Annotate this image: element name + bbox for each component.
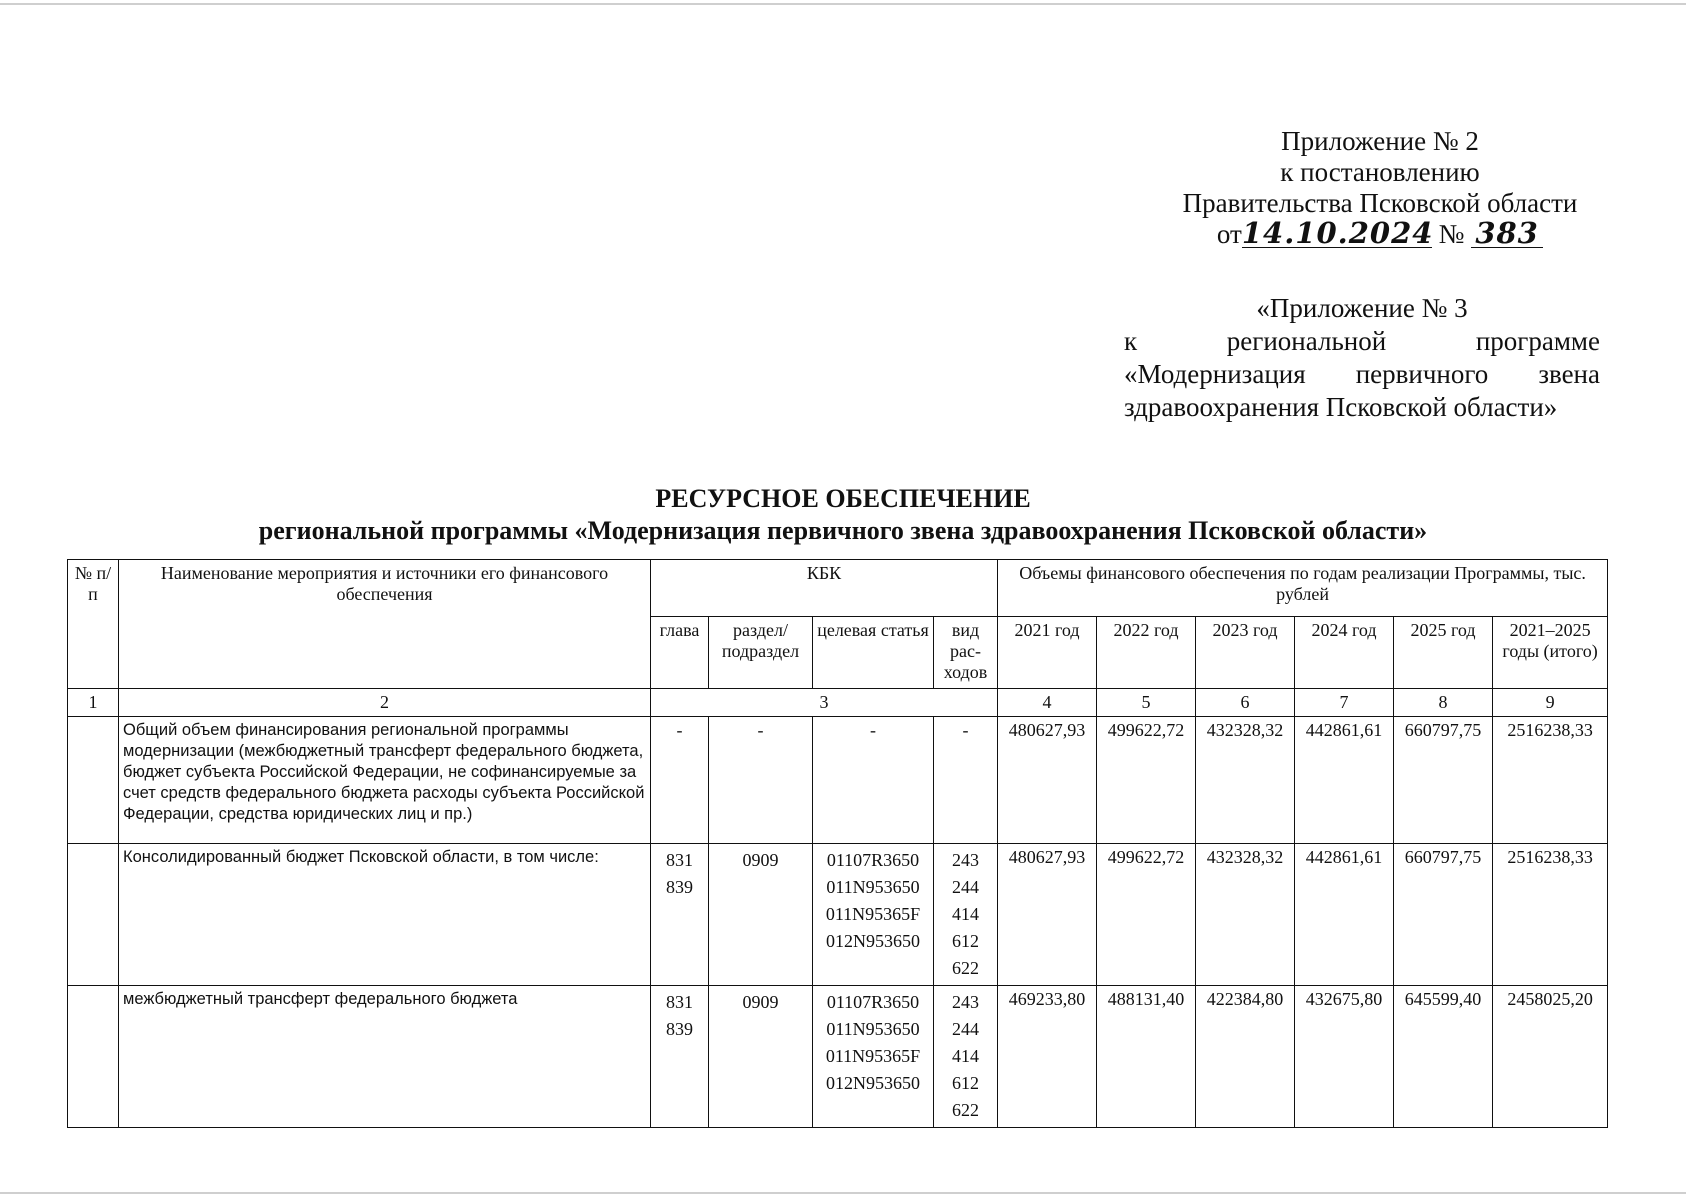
annex-number: Приложение № 2 [1281, 126, 1479, 156]
statya-code: 011N95365F [825, 1046, 921, 1066]
col-header-2025: 2025 год [1394, 617, 1493, 689]
value-2022-cell: 488131,40 [1097, 986, 1196, 1128]
vid-code: 612 [952, 931, 980, 951]
vid-cell: - [934, 717, 998, 844]
vid-code: 244 [952, 1019, 980, 1039]
vid-code: 243 [952, 992, 980, 1012]
value-total-cell: 2458025,20 [1493, 986, 1608, 1128]
value-2023-cell: 432328,32 [1196, 717, 1295, 844]
vid-code: 414 [952, 904, 980, 924]
razdel-code: 0909 [742, 992, 779, 1012]
col-header-glava: глава [651, 617, 709, 689]
handwritten-number: 383 [1471, 219, 1543, 248]
program-annex-block [1124, 292, 1600, 424]
program-annex-line2: к региональной программе [1124, 326, 1600, 356]
value-2022-cell: 499622,72 [1097, 717, 1196, 844]
col-header-2023: 2023 год [1196, 617, 1295, 689]
vid-cell [934, 844, 998, 986]
scan-edge-top [0, 3, 1686, 5]
number-label: № [1438, 219, 1465, 249]
value-2021-cell: 480627,93 [998, 717, 1097, 844]
value-2023-cell: 422384,80 [1196, 986, 1295, 1128]
program-annex-line4: здравоохранения Псковской области» [1124, 392, 1558, 422]
to-resolution: к постановлению [1280, 157, 1480, 187]
program-annex-line1: «Приложение № 3 [1256, 293, 1468, 323]
statya-code: 01107R3650 [826, 992, 920, 1012]
title-line2: региональной программы «Модернизация первичного звена здравоохранения Псковской области» [258, 516, 1428, 545]
glava-code: 839 [666, 877, 693, 897]
vid-code: 622 [952, 958, 980, 978]
value-2025-cell: 660797,75 [1394, 717, 1493, 844]
col-header-razdel: раздел/ подраздел [709, 617, 813, 689]
razdel-code: 0909 [742, 850, 779, 870]
index-cell: 7 [1295, 689, 1394, 717]
resource-table [67, 559, 1608, 1128]
row-name-cell: Общий объем финансирования региональной программы модернизации (межбюджетный трансферт федерального бюджета, бюджет субъекта Российской Федерации, не софинансируемые за счет средств федерального бюджета расходы субъекта Российской Федерации, средства юридических лиц и пр.) [119, 717, 651, 844]
index-cell: 4 [998, 689, 1097, 717]
statya-code: 011N953650 [826, 1019, 920, 1039]
value-2022-cell: 499622,72 [1097, 844, 1196, 986]
index-cell: 5 [1097, 689, 1196, 717]
col-header-total: 2021–2025 годы (итого) [1493, 617, 1608, 689]
col-header-2024: 2024 год [1295, 617, 1394, 689]
document-title [0, 483, 1686, 547]
statya-code: 011N95365F [825, 904, 921, 924]
col-header-statya: целевая статья [813, 617, 934, 689]
vid-code: 243 [952, 850, 980, 870]
value-2023-cell: 432328,32 [1196, 844, 1295, 986]
col-header-volumes: Объемы финансового обеспечения по годам реализации Программы, тыс. рублей [998, 560, 1608, 617]
vid-code: 414 [952, 1046, 980, 1066]
table-row [68, 717, 1608, 844]
col-header-no: № п/п [68, 560, 119, 689]
row-name-cell: межбюджетный трансферт федерального бюджета [119, 986, 651, 1128]
vid-code: 612 [952, 1073, 980, 1093]
handwritten-date: 14.10.2024 [1241, 216, 1434, 250]
value-2021-cell: 469233,80 [998, 986, 1097, 1128]
index-cell: 6 [1196, 689, 1295, 717]
statya-code: 011N953650 [826, 877, 920, 897]
resolution-date-line [1160, 216, 1600, 250]
glava-cell [651, 844, 709, 986]
program-annex-line3: «Модернизация первичного звена [1124, 359, 1600, 389]
government-name: Правительства Псковской области [1182, 188, 1578, 218]
index-cell: 2 [119, 689, 651, 717]
value-total-cell: 2516238,33 [1493, 717, 1608, 844]
statya-cell [813, 986, 934, 1128]
from-label: от [1216, 219, 1242, 249]
table-row [68, 844, 1608, 986]
statya-cell [813, 844, 934, 986]
title-line1: РЕСУРСНОЕ ОБЕСПЕЧЕНИЕ [655, 484, 1031, 513]
index-cell: 9 [1493, 689, 1608, 717]
value-total-cell: 2516238,33 [1493, 844, 1608, 986]
col-header-2021: 2021 год [998, 617, 1097, 689]
statya-code: 012N953650 [826, 1073, 920, 1093]
razdel-cell: - [709, 717, 813, 844]
header-row-1 [68, 560, 1608, 617]
row-no-cell [68, 986, 119, 1128]
index-cell: 3 [651, 689, 998, 717]
row-no-cell [68, 844, 119, 986]
value-2025-cell: 645599,40 [1394, 986, 1493, 1128]
value-2024-cell: 442861,61 [1295, 844, 1394, 986]
value-2021-cell: 480627,93 [998, 844, 1097, 986]
glava-cell: - [651, 717, 709, 844]
index-row [68, 689, 1608, 717]
glava-cell [651, 986, 709, 1128]
index-cell: 8 [1394, 689, 1493, 717]
scan-edge-bottom [0, 1192, 1686, 1194]
vid-code: 622 [952, 1100, 980, 1120]
vid-cell [934, 986, 998, 1128]
value-2024-cell: 442861,61 [1295, 717, 1394, 844]
index-cell: 1 [68, 689, 119, 717]
table-row [68, 986, 1608, 1128]
glava-code: 831 [666, 992, 693, 1012]
razdel-cell [709, 844, 813, 986]
glava-code: 831 [666, 850, 693, 870]
statya-cell: - [813, 717, 934, 844]
row-name-cell: Консолидированный бюджет Псковской области, в том числе: [119, 844, 651, 986]
statya-code: 01107R3650 [826, 850, 920, 870]
approval-block [1160, 126, 1600, 250]
statya-code: 012N953650 [826, 931, 920, 951]
vid-code: 244 [952, 877, 980, 897]
row-no-cell [68, 717, 119, 844]
col-header-kbk: КБК [651, 560, 998, 617]
value-2024-cell: 432675,80 [1295, 986, 1394, 1128]
razdel-cell [709, 986, 813, 1128]
col-header-vid: вид рас-ходов [934, 617, 998, 689]
glava-code: 839 [666, 1019, 693, 1039]
value-2025-cell: 660797,75 [1394, 844, 1493, 986]
col-header-name: Наименование мероприятия и источники его финансового обеспечения [119, 560, 651, 689]
col-header-2022: 2022 год [1097, 617, 1196, 689]
